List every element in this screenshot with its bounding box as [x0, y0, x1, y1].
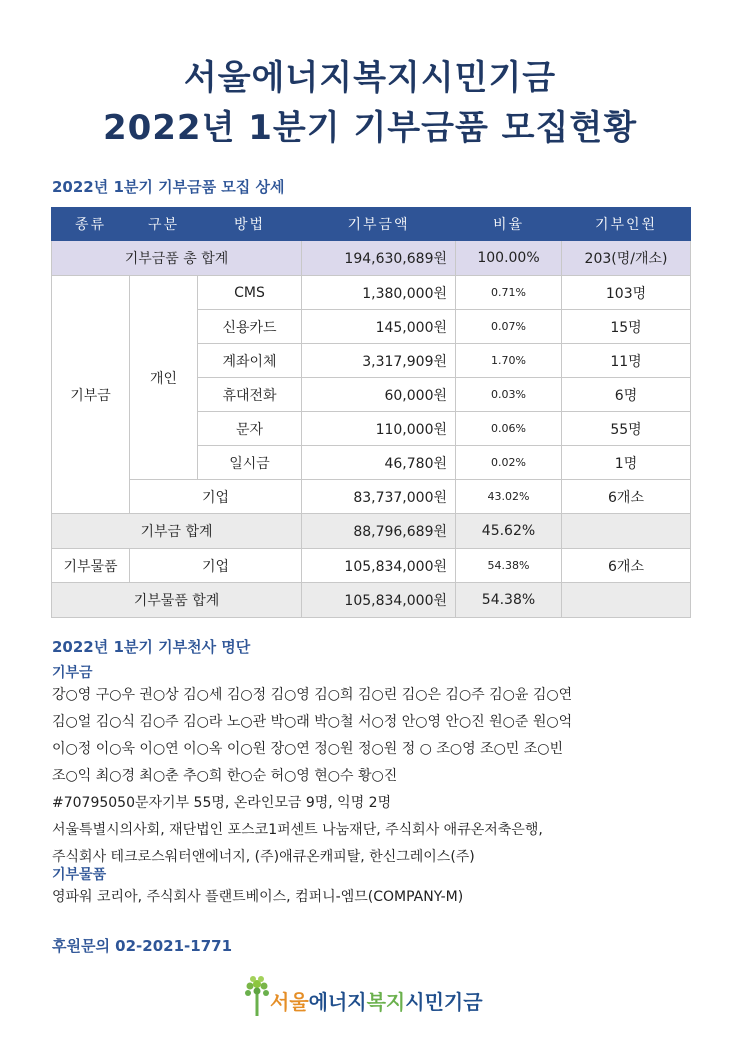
- method-cell: 계좌이체: [198, 344, 302, 378]
- goods-amount: 105,834,000원: [302, 549, 456, 583]
- donors-section-title: 2022년 1분기 기부천사 명단: [52, 638, 251, 656]
- header-kind: 종류: [52, 208, 130, 241]
- donation-total-count: [562, 514, 691, 549]
- grand-total-ratio: 100.00%: [456, 241, 562, 276]
- list-item: 주식회사 테크로스워터앤에너지, (주)애큐온캐피탈, 한신그레이스(주): [52, 849, 475, 865]
- ratio-cell: 1.70%: [456, 344, 562, 378]
- list-item: 서울특별시의사회, 재단법인 포스코1퍼센트 나눔재단, 주식회사 애큐온저축은행,: [52, 822, 543, 838]
- amount-cell: 1,380,000원: [302, 276, 456, 310]
- method-cell: 휴대전화: [198, 378, 302, 412]
- foundation-logo: [0, 970, 740, 1030]
- ratio-cell: 0.02%: [456, 446, 562, 480]
- grand-total-amount: 194,630,689원: [302, 241, 456, 276]
- goods-label: 기업: [130, 549, 302, 583]
- page-title-line2: 2022년 1분기 기부금품 모집현황: [102, 108, 638, 148]
- ratio-cell: 0.71%: [456, 276, 562, 310]
- corporate-amount: 83,737,000원: [302, 480, 456, 514]
- logo-text-part2: 에너지: [308, 990, 367, 1014]
- detail-section-title: 2022년 1분기 기부금품 모집 상세: [52, 178, 285, 196]
- count-cell: 55명: [562, 412, 691, 446]
- count-cell: 6명: [562, 378, 691, 412]
- logo-text-part3: 복지: [366, 990, 406, 1014]
- page-title-line1: 서울에너지복지시민기금: [183, 58, 557, 98]
- header-ratio: 비율: [456, 208, 562, 241]
- count-cell: 15명: [562, 310, 691, 344]
- amount-cell: 145,000원: [302, 310, 456, 344]
- amount-cell: 60,000원: [302, 378, 456, 412]
- logo-text-part4: 시민기금: [405, 990, 483, 1014]
- method-cell: 문자: [198, 412, 302, 446]
- count-cell: 11명: [562, 344, 691, 378]
- goods-count: 6개소: [562, 549, 691, 583]
- grand-total-row: [52, 241, 691, 276]
- goods-donors-title: 기부물품: [52, 867, 107, 883]
- table-header-row: [52, 208, 691, 241]
- contact-info: 후원문의 02-2021-1771: [52, 937, 233, 955]
- list-item: 김○얼 김○식 김○주 김○라 노○관 박○래 박○철 서○정 안○영 안○진 원○준 원○억: [52, 714, 573, 730]
- list-item: #70795050문자기부 55명, 온라인모금 9명, 익명 2명: [52, 795, 392, 811]
- corporate-label: 기업: [130, 480, 302, 514]
- individual-cell: 개인: [130, 276, 198, 480]
- goods-row: [52, 549, 691, 583]
- corporate-ratio: 43.02%: [456, 480, 562, 514]
- count-cell: 103명: [562, 276, 691, 310]
- goods-donors-list: 영파워 코리아, 주식회사 플랜트베이스, 컴퍼니-엠므(COMPANY-M): [52, 889, 464, 905]
- goods-kind-cell: 기부물품: [52, 549, 130, 583]
- goods-total-amount: 105,834,000원: [302, 583, 456, 618]
- header-method: 방법: [198, 208, 302, 241]
- list-item: 이○정 이○욱 이○연 이○옥 이○원 장○연 정○원 정○원 정 ○ 조○영 조○민 조○빈: [52, 741, 564, 757]
- amount-cell: 3,317,909원: [302, 344, 456, 378]
- money-donors-title: 기부금: [52, 665, 93, 681]
- ratio-cell: 0.06%: [456, 412, 562, 446]
- goods-total-label: 기부물품 합계: [52, 583, 302, 618]
- header-category: 구분: [130, 208, 198, 241]
- donation-kind-cell: 기부금: [52, 276, 130, 514]
- money-donors-list: [52, 682, 692, 871]
- goods-ratio: 54.38%: [456, 549, 562, 583]
- list-item: 강○영 구○우 권○상 김○세 김○정 김○영 김○희 김○린 김○은 김○주 김○윤 김○연: [52, 687, 573, 703]
- ratio-cell: 0.07%: [456, 310, 562, 344]
- donation-total-label: 기부금 합계: [52, 514, 302, 549]
- method-cell: CMS: [198, 276, 302, 310]
- corporate-row: [52, 480, 691, 514]
- goods-total-row: [52, 583, 691, 618]
- grand-total-count: 203(명/개소): [562, 241, 691, 276]
- goods-total-ratio: 54.38%: [456, 583, 562, 618]
- method-cell: 신용카드: [198, 310, 302, 344]
- logo-text: [270, 986, 483, 1015]
- goods-total-count: [562, 583, 691, 618]
- ratio-cell: 0.03%: [456, 378, 562, 412]
- amount-cell: 46,780원: [302, 446, 456, 480]
- donation-total-amount: 88,796,689원: [302, 514, 456, 549]
- list-item: 조○익 최○경 최○춘 추○희 한○순 허○영 현○수 황○진: [52, 768, 398, 784]
- donation-table: [51, 207, 691, 618]
- amount-cell: 110,000원: [302, 412, 456, 446]
- table-row: [52, 276, 691, 310]
- donation-total-ratio: 45.62%: [456, 514, 562, 549]
- method-cell: 일시금: [198, 446, 302, 480]
- grand-total-label: 기부금품 총 합계: [52, 241, 302, 276]
- donation-total-row: [52, 514, 691, 549]
- header-amount: 기부금액: [302, 208, 456, 241]
- header-count: 기부인원: [562, 208, 691, 241]
- tree-icon: [242, 974, 272, 1018]
- corporate-count: 6개소: [562, 480, 691, 514]
- logo-text-part1: 서울: [270, 990, 309, 1014]
- count-cell: 1명: [562, 446, 691, 480]
